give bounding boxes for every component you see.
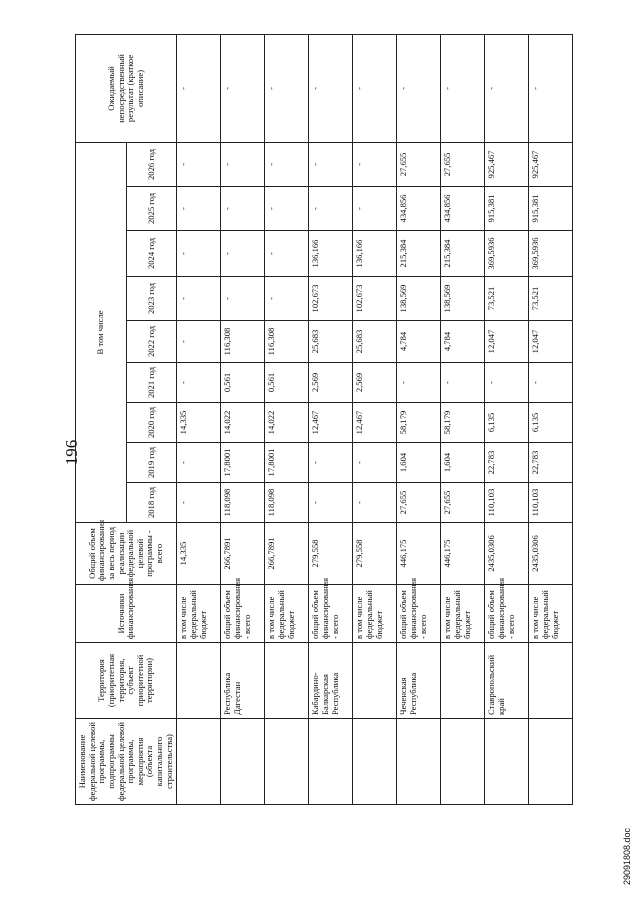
year-value-cell: - bbox=[177, 142, 221, 186]
result-cell: - bbox=[177, 34, 221, 142]
header-year: 2025 год bbox=[126, 187, 177, 231]
header-year: 2022 год bbox=[126, 321, 177, 363]
year-value-cell: 22,783 bbox=[485, 443, 529, 483]
total-cell: 279,558 bbox=[309, 523, 353, 585]
year-value-cell: 14,335 bbox=[177, 403, 221, 443]
year-value-cell: 925,467 bbox=[529, 142, 573, 186]
result-cell: - bbox=[485, 34, 529, 142]
total-cell: 2435,0306 bbox=[529, 523, 573, 585]
source-cell: в том числе федеральный бюджет bbox=[441, 585, 485, 643]
year-value-cell: - bbox=[309, 483, 353, 523]
year-value-cell: 58,179 bbox=[397, 403, 441, 443]
year-value-cell: - bbox=[265, 142, 309, 186]
year-value-cell: 27,655 bbox=[441, 142, 485, 186]
table-row bbox=[309, 34, 353, 804]
source-cell: общий объем финансирования - всего bbox=[309, 585, 353, 643]
year-value-cell: 138,569 bbox=[397, 277, 441, 321]
year-value-cell: - bbox=[265, 187, 309, 231]
year-value-cell: 14,022 bbox=[221, 403, 265, 443]
year-value-cell: 925,467 bbox=[485, 142, 529, 186]
year-value-cell: 369,5936 bbox=[529, 231, 573, 277]
year-value-cell: 73,521 bbox=[485, 277, 529, 321]
year-value-cell: 6,135 bbox=[529, 403, 573, 443]
year-value-cell: - bbox=[177, 363, 221, 403]
year-value-cell: - bbox=[177, 443, 221, 483]
year-value-cell: 27,655 bbox=[397, 483, 441, 523]
table-body bbox=[177, 34, 573, 804]
total-cell: 14,335 bbox=[177, 523, 221, 585]
header-row bbox=[76, 34, 127, 804]
total-cell: 266,7891 bbox=[265, 523, 309, 585]
year-value-cell: 2,569 bbox=[353, 363, 397, 403]
result-cell: - bbox=[309, 34, 353, 142]
financing-table bbox=[75, 34, 573, 805]
territory-cell bbox=[265, 643, 309, 719]
header-including: В том числе bbox=[76, 142, 127, 522]
year-value-cell: 116,308 bbox=[265, 321, 309, 363]
year-value-cell: - bbox=[177, 231, 221, 277]
year-value-cell: - bbox=[309, 443, 353, 483]
header-name: Наименование федеральной целевой программы, подпрограммы федеральной целевой программы, мероприятия (объекта капитального строительства) bbox=[76, 719, 177, 805]
header-year: 2024 год bbox=[126, 231, 177, 277]
total-cell: 2435,0306 bbox=[485, 523, 529, 585]
source-cell: в том числе федеральный бюджет bbox=[353, 585, 397, 643]
total-cell: 279,558 bbox=[353, 523, 397, 585]
year-value-cell: - bbox=[353, 443, 397, 483]
header-territory: Территория (приоритетная территория, субъект приоритетной территории) bbox=[76, 643, 177, 719]
year-value-cell: - bbox=[485, 363, 529, 403]
year-value-cell: - bbox=[221, 277, 265, 321]
year-value-cell: 17,8001 bbox=[221, 443, 265, 483]
year-value-cell: 118,098 bbox=[221, 483, 265, 523]
year-value-cell: - bbox=[177, 187, 221, 231]
year-value-cell: - bbox=[353, 142, 397, 186]
result-cell: - bbox=[441, 34, 485, 142]
header-year: 2023 год bbox=[126, 277, 177, 321]
year-value-cell: 915,381 bbox=[529, 187, 573, 231]
year-value-cell: 116,308 bbox=[221, 321, 265, 363]
name-cell bbox=[309, 719, 353, 805]
table-row bbox=[529, 34, 573, 804]
header-sources: Источники финансирования bbox=[76, 585, 177, 643]
year-value-cell: 58,179 bbox=[441, 403, 485, 443]
table-row bbox=[177, 34, 221, 804]
total-cell: 446,175 bbox=[441, 523, 485, 585]
year-value-cell: 25,683 bbox=[309, 321, 353, 363]
name-cell bbox=[397, 719, 441, 805]
year-value-cell: 27,655 bbox=[397, 142, 441, 186]
year-value-cell: 434,856 bbox=[441, 187, 485, 231]
year-value-cell: - bbox=[309, 187, 353, 231]
page-number: 196 bbox=[62, 439, 81, 466]
year-value-cell: - bbox=[221, 187, 265, 231]
name-cell bbox=[221, 719, 265, 805]
header-total: Общий объем финансирования за весь период реализации федеральной целевой программы - всего bbox=[76, 523, 177, 585]
source-cell: в том числе федеральный бюджет bbox=[177, 585, 221, 643]
source-cell: в том числе федеральный бюджет bbox=[529, 585, 573, 643]
header-result: Ожидаемый непосредственный результат (краткое описание) bbox=[76, 34, 177, 142]
year-value-cell: 1,604 bbox=[397, 443, 441, 483]
year-value-cell: 138,569 bbox=[441, 277, 485, 321]
territory-cell bbox=[529, 643, 573, 719]
year-value-cell: 215,384 bbox=[441, 231, 485, 277]
year-value-cell: 136,166 bbox=[353, 231, 397, 277]
source-cell: общий объем финансирования - всего bbox=[221, 585, 265, 643]
document-id: 29091808.doc bbox=[622, 827, 632, 885]
total-cell: 266,7891 bbox=[221, 523, 265, 585]
year-value-cell: 118,098 bbox=[265, 483, 309, 523]
year-value-cell: 12,047 bbox=[485, 321, 529, 363]
name-cell bbox=[177, 719, 221, 805]
total-cell: 446,175 bbox=[397, 523, 441, 585]
year-value-cell: - bbox=[221, 231, 265, 277]
year-value-cell: 12,047 bbox=[529, 321, 573, 363]
year-value-cell: 6,135 bbox=[485, 403, 529, 443]
header-year: 2021 год bbox=[126, 363, 177, 403]
year-value-cell: - bbox=[529, 363, 573, 403]
territory-cell: Республика Дагестан bbox=[221, 643, 265, 719]
result-cell: - bbox=[221, 34, 265, 142]
source-cell: общий объем финансирования - всего bbox=[397, 585, 441, 643]
year-value-cell: 14,022 bbox=[265, 403, 309, 443]
territory-cell: Кабардино-Балкарская Республика bbox=[309, 643, 353, 719]
year-value-cell: - bbox=[265, 277, 309, 321]
table-row bbox=[441, 34, 485, 804]
header-year: 2026 год bbox=[126, 142, 177, 186]
year-value-cell: - bbox=[177, 483, 221, 523]
table-row bbox=[353, 34, 397, 804]
year-value-cell: 12,467 bbox=[309, 403, 353, 443]
year-value-cell: - bbox=[177, 277, 221, 321]
year-value-cell: 25,683 bbox=[353, 321, 397, 363]
result-cell: - bbox=[353, 34, 397, 142]
result-cell: - bbox=[265, 34, 309, 142]
name-cell bbox=[441, 719, 485, 805]
year-value-cell: 22,783 bbox=[529, 443, 573, 483]
table-row bbox=[221, 34, 265, 804]
year-value-cell: 4,784 bbox=[397, 321, 441, 363]
year-value-cell: 27,655 bbox=[441, 483, 485, 523]
territory-cell bbox=[441, 643, 485, 719]
year-value-cell: 434,856 bbox=[397, 187, 441, 231]
year-value-cell: - bbox=[353, 187, 397, 231]
territory-cell bbox=[353, 643, 397, 719]
year-value-cell: 136,166 bbox=[309, 231, 353, 277]
year-value-cell: 73,521 bbox=[529, 277, 573, 321]
year-value-cell: 110,103 bbox=[485, 483, 529, 523]
year-value-cell: 215,384 bbox=[397, 231, 441, 277]
year-value-cell: 17,8001 bbox=[265, 443, 309, 483]
year-value-cell: 0,561 bbox=[265, 363, 309, 403]
name-cell bbox=[485, 719, 529, 805]
year-value-cell: - bbox=[441, 363, 485, 403]
header-year: 2019 год bbox=[126, 443, 177, 483]
year-value-cell: - bbox=[221, 142, 265, 186]
year-value-cell: 110,103 bbox=[529, 483, 573, 523]
table-row bbox=[397, 34, 441, 804]
source-cell: общий объем финансирования - всего bbox=[485, 585, 529, 643]
header-year: 2018 год bbox=[126, 483, 177, 523]
name-cell bbox=[353, 719, 397, 805]
year-value-cell: 369,5936 bbox=[485, 231, 529, 277]
result-cell: - bbox=[397, 34, 441, 142]
territory-cell: Чеченская Республика bbox=[397, 643, 441, 719]
year-value-cell: 915,381 bbox=[485, 187, 529, 231]
year-value-cell: 2,569 bbox=[309, 363, 353, 403]
year-value-cell: - bbox=[309, 142, 353, 186]
header-year: 2020 год bbox=[126, 403, 177, 443]
year-value-cell: 0,561 bbox=[221, 363, 265, 403]
year-value-cell: 1,604 bbox=[441, 443, 485, 483]
year-value-cell: 12,467 bbox=[353, 403, 397, 443]
source-cell: в том числе федеральный бюджет bbox=[265, 585, 309, 643]
territory-cell: Ставропольский край bbox=[485, 643, 529, 719]
year-value-cell: - bbox=[397, 363, 441, 403]
name-cell bbox=[265, 719, 309, 805]
table-row bbox=[265, 34, 309, 804]
table-row bbox=[485, 34, 529, 804]
year-value-cell: 102,673 bbox=[353, 277, 397, 321]
name-cell bbox=[529, 719, 573, 805]
year-value-cell: - bbox=[177, 321, 221, 363]
year-value-cell: - bbox=[353, 483, 397, 523]
territory-cell bbox=[177, 643, 221, 719]
year-value-cell: 4,784 bbox=[441, 321, 485, 363]
year-value-cell: - bbox=[265, 231, 309, 277]
result-cell: - bbox=[529, 34, 573, 142]
year-value-cell: 102,673 bbox=[309, 277, 353, 321]
